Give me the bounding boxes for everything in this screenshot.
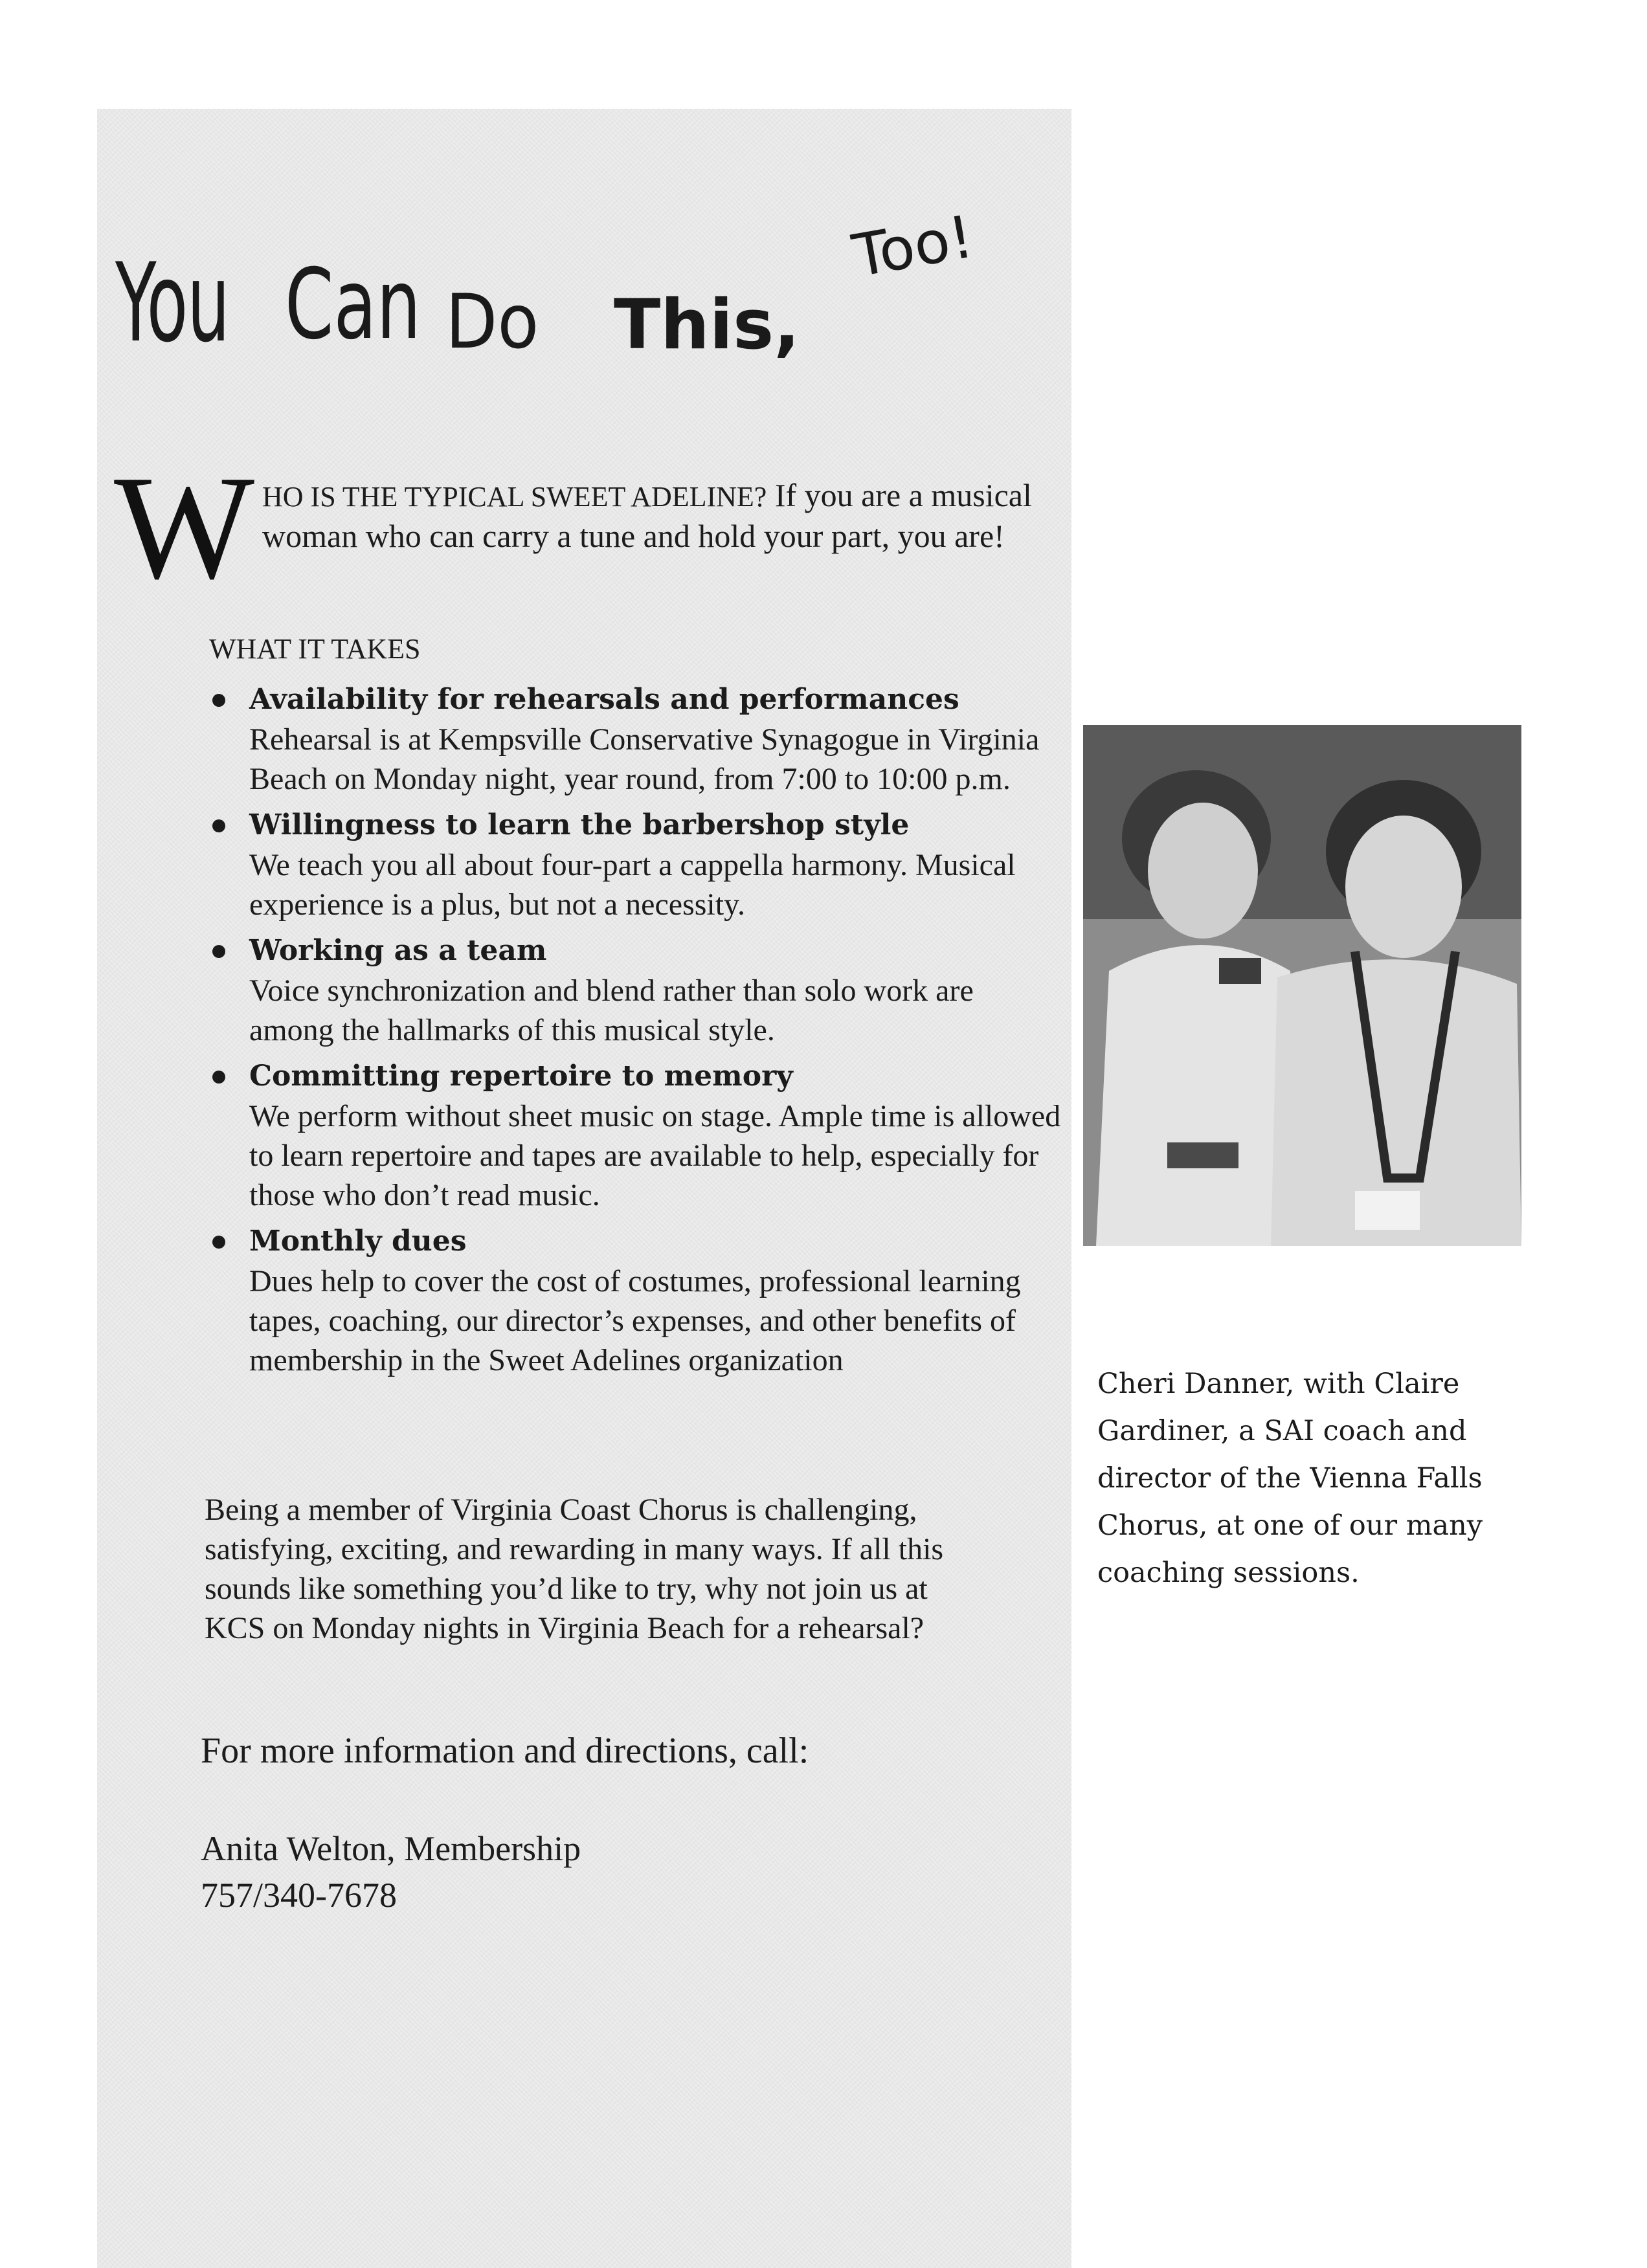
list-item-body: Dues help to cover the cost of costumes, professional learning tapes, coaching, our director’s expenses, and other benefits of membership in the Sweet Adelines organization (249, 1264, 1021, 1377)
contact-phone: 757/340-7678 (201, 1876, 397, 1915)
headline-word-too: Too! (847, 203, 979, 291)
list-item-title: Monthly dues (249, 1225, 467, 1258)
list-item (209, 805, 1064, 924)
intro-text: If you are a musical woman who can carry a tune and hold your part, you are! (262, 477, 1032, 554)
list-item-title: Availability for rehearsals and performances (249, 683, 959, 716)
contact-name: Anita Welton, Membership (201, 1829, 581, 1868)
list-item-body: Voice synchronization and blend rather than solo work are among the hallmarks of this musical style. (249, 973, 974, 1047)
bullet-icon (212, 1071, 225, 1084)
contact-block (201, 1825, 581, 1918)
drop-cap: W (114, 445, 255, 610)
bullet-icon (212, 819, 225, 832)
chorus-photo (1083, 725, 1521, 1246)
list-item-body: We perform without sheet music on stage. Ample time is allowed to learn repertoire and tapes are available to help, especially for those who don’t read music. (249, 1099, 1061, 1212)
intro-lead: HO IS THE TYPICAL SWEET ADELINE? (262, 481, 767, 513)
call-to-action: For more information and directions, call: (201, 1731, 809, 1771)
headline-word-do: Do (445, 278, 539, 366)
bullet-icon (212, 945, 225, 958)
what-it-takes-list (209, 680, 1064, 1386)
what-it-takes-heading: WHAT IT TAKES (209, 633, 421, 665)
list-item (209, 680, 1064, 799)
photo-illustration (1083, 725, 1521, 1246)
headline-word-this: This, (614, 285, 800, 364)
list-item-body: Rehearsal is at Kempsville Conservative Synagogue in Virginia Beach on Monday night, year round, from 7:00 to 10:00 p.m. (249, 722, 1040, 796)
headline-word-can: Can (285, 249, 421, 361)
closing-paragraph: Being a member of Virginia Coast Chorus is challenging, satisfying, exciting, and rewarding in many ways. If all this sounds like something you’d like to try, why not join us at KCS on Monday nights in Virginia Beach for a rehearsal? (205, 1493, 944, 1645)
list-item (209, 931, 1064, 1050)
intro-paragraph (262, 476, 1065, 555)
list-item-title: Willingness to learn the barbershop style (249, 808, 910, 841)
photo-caption: Cheri Danner, with Claire Gardiner, a SAI coach and director of the Vienna Falls Chorus, at one of our many coaching sessions. (1097, 1368, 1483, 1589)
list-item-title: Working as a team (249, 934, 547, 967)
bullet-icon (212, 694, 225, 707)
list-item (209, 1221, 1064, 1380)
list-item (209, 1056, 1064, 1215)
list-item-body: We teach you all about four-part a cappella harmony. Musical experience is a plus, but not a necessity. (249, 848, 1016, 922)
list-item-title: Committing repertoire to memory (249, 1060, 793, 1093)
headline (115, 203, 1086, 408)
headline-word-you: You (115, 239, 229, 366)
bullet-icon (212, 1236, 225, 1249)
